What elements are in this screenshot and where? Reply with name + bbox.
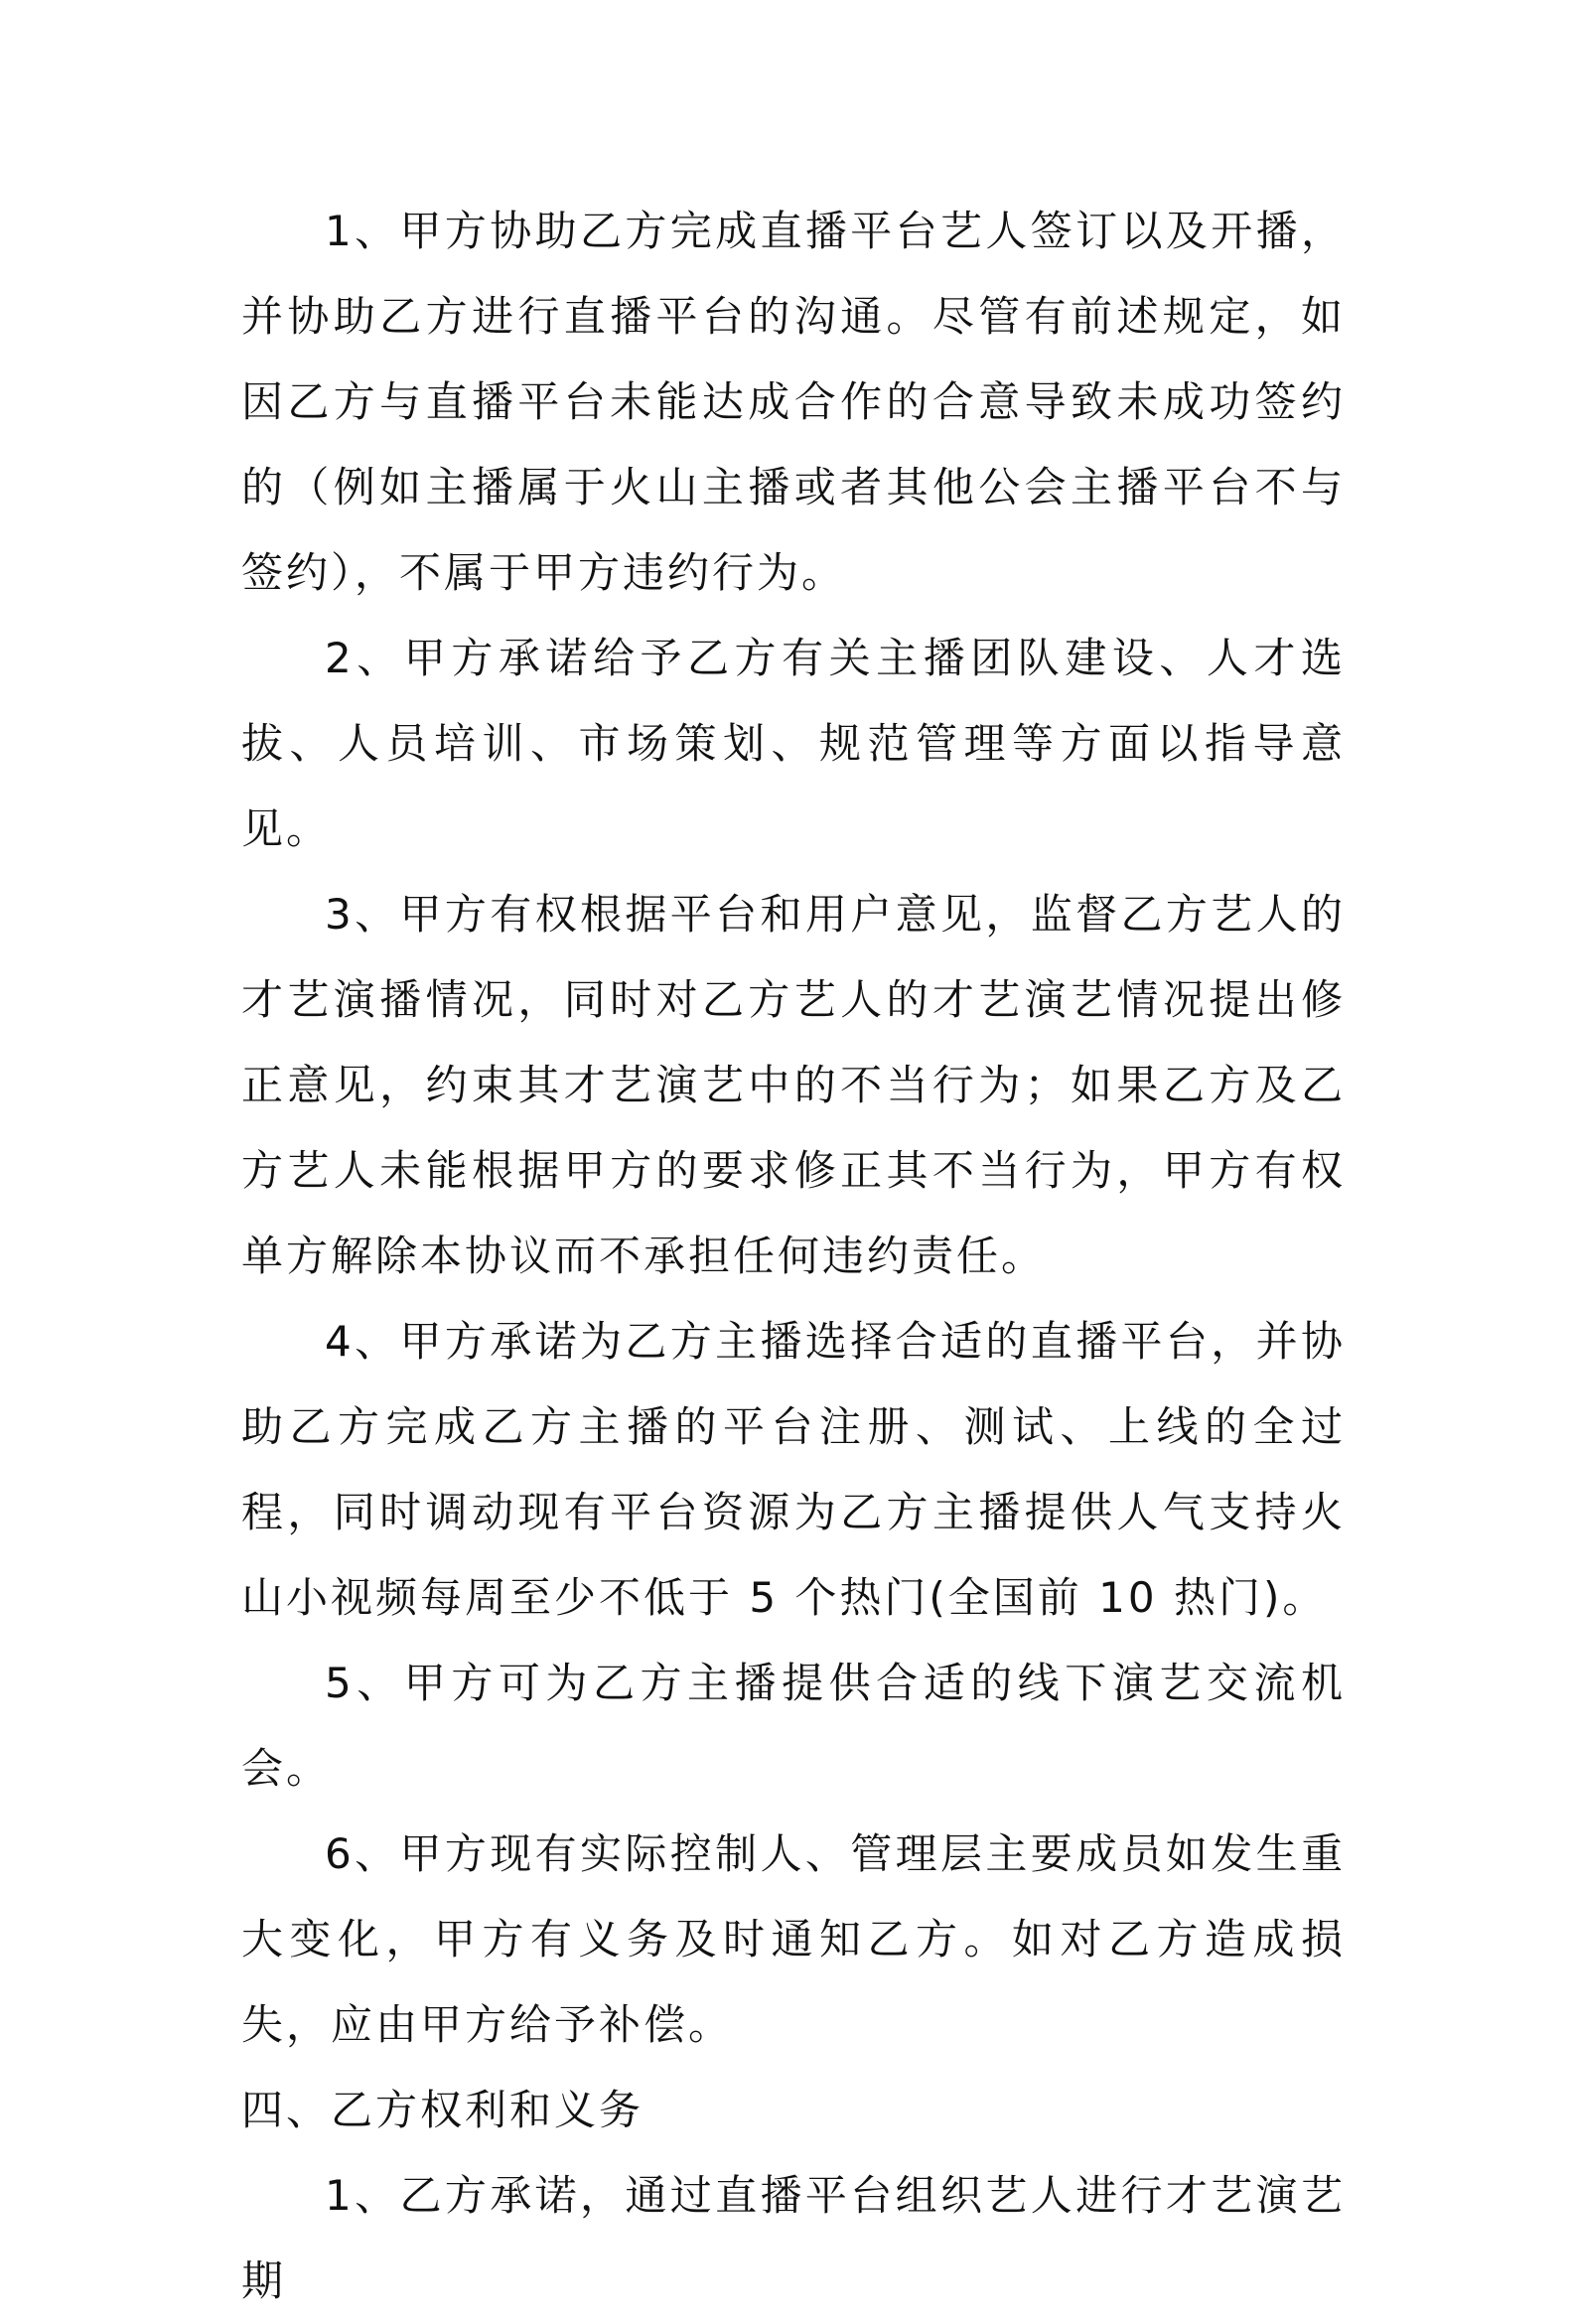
section-heading: 四、乙方权利和义务 [241, 2086, 644, 2134]
clause-paragraph-1: 1、甲方协助乙方完成直播平台艺人签订以及开播，并协助乙方进行直播平台的沟通。尽管有前述规定，如因乙方与直播平台未能达成合作的合意导致未成功签约的（例如主播属于火山主播或者其他公会主播平台不与签约），不属于甲方违约行为。 [241, 207, 1346, 597]
clause-paragraph-4: 4、甲方承诺为乙方主播选择合适的直播平台，并协助乙方完成乙方主播的平台注册、测试、上线的全过程，同时调动现有平台资源为乙方主播提供人气支持火山小视频每周至少不低于 5 个热门(全国前 10 热门)。 [241, 1317, 1346, 1622]
clause-paragraph-2: 2、甲方承诺给予乙方有关主播团队建设、人才选拔、人员培训、市场策划、规范管理等方面以指导意见。 [241, 634, 1346, 853]
clause-paragraph-6: 6、甲方现有实际控制人、管理层主要成员如发生重大变化，甲方有义务及时通知乙方。如对乙方造成损失，应由甲方给予补偿。 [241, 1829, 1346, 2049]
clause-paragraph-3: 3、甲方有权根据平台和用户意见，监督乙方艺人的才艺演播情况，同时对乙方艺人的才艺演艺情况提出修正意见，约束其才艺演艺中的不当行为；如果乙方及乙方艺人未能根据甲方的要求修正其不当行为，甲方有权单方解除本协议而不承担任何违约责任。 [241, 890, 1346, 1280]
document-body [241, 189, 1346, 2324]
clause-paragraph-5: 5、甲方可为乙方主播提供合适的线下演艺交流机会。 [241, 1659, 1346, 1793]
clause-paragraph-7: 1、乙方承诺，通过直播平台组织艺人进行才艺演艺期 [241, 2171, 1346, 2305]
